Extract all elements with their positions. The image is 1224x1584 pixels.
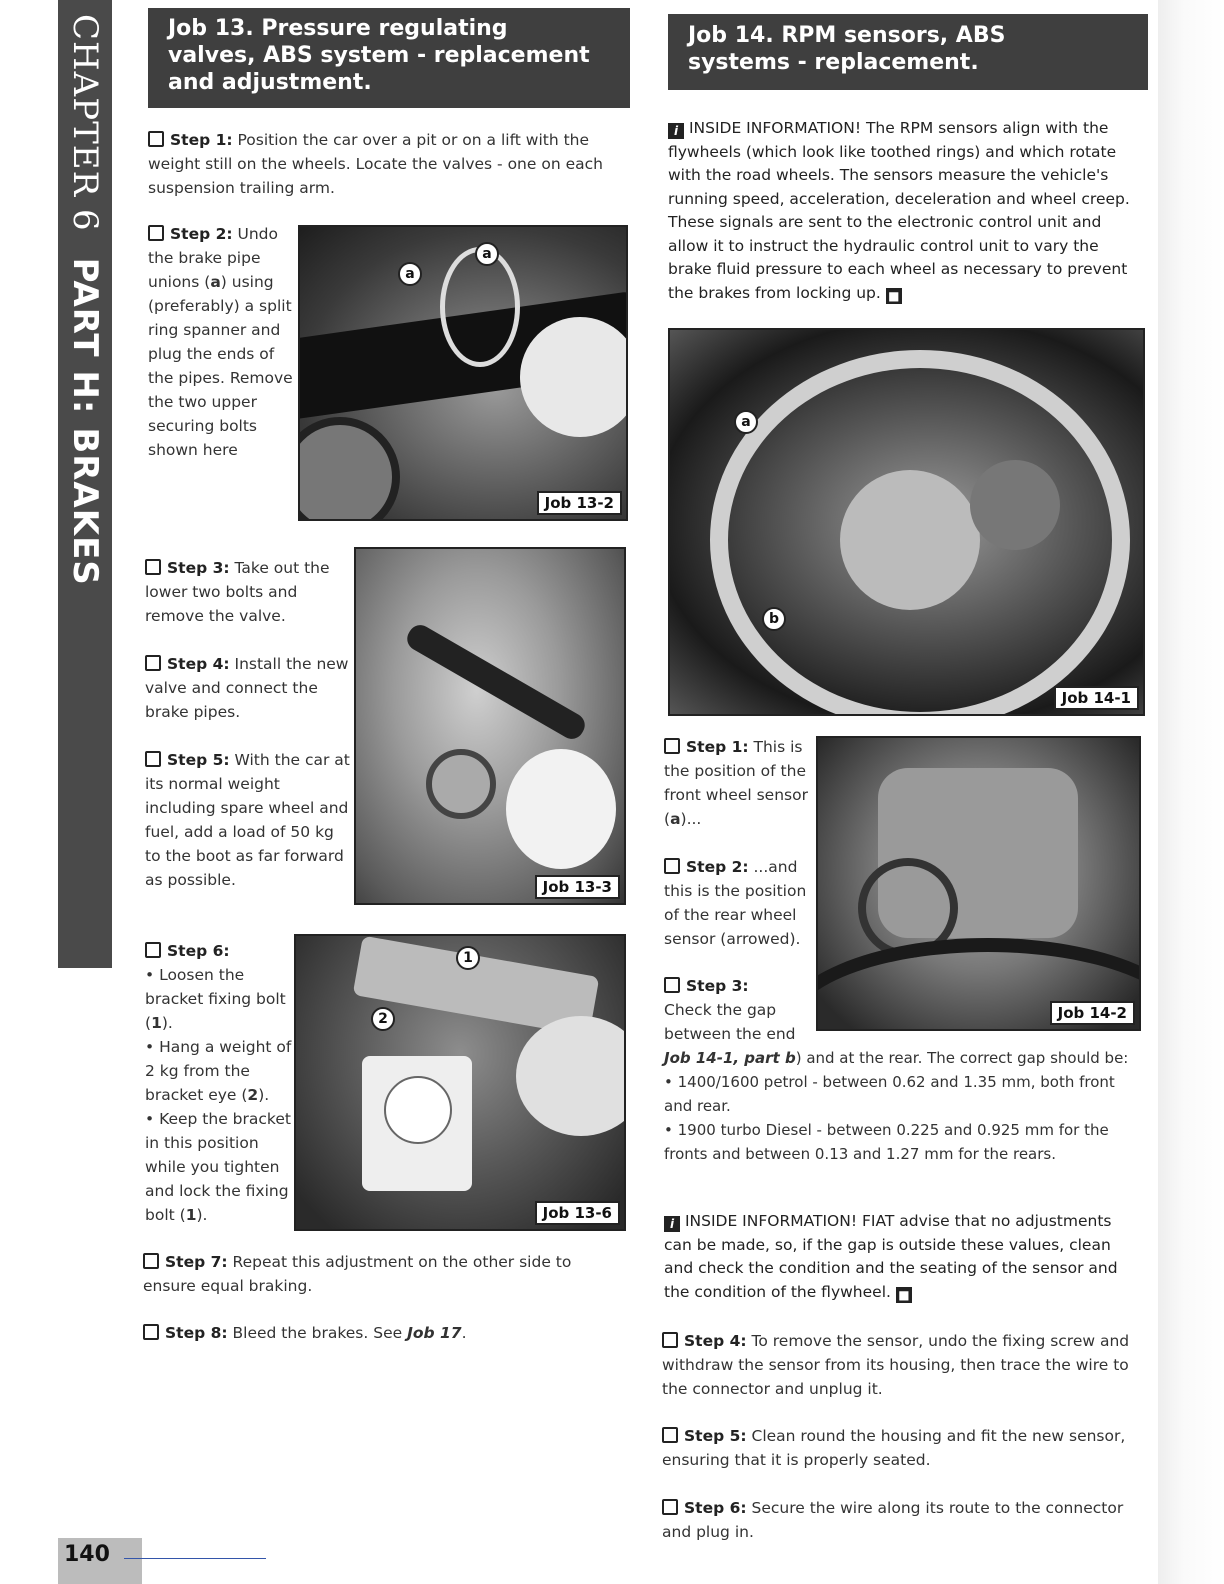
photo-job13-6 xyxy=(294,934,626,1231)
job14-step3-text-narrow xyxy=(664,998,814,1046)
checkbox-icon[interactable] xyxy=(662,1427,678,1443)
job14-step2 xyxy=(664,855,814,951)
photo-caption: Job 13-6 xyxy=(535,1201,620,1225)
checkbox-icon[interactable] xyxy=(662,1332,678,1348)
step-text: the pipes. Remove xyxy=(148,369,293,387)
callout-a: a xyxy=(475,242,499,266)
photo-caption: Job 14-2 xyxy=(1050,1001,1135,1025)
info-text: INSIDE INFORMATION! FIAT advise that no adjustments can be made, so, if the gap is outside these values, clean and check the condition and the seating of the sensor and the condition of the flywheel. xyxy=(664,1212,1118,1301)
sidebar-part: PART H: BRAKES xyxy=(65,257,105,586)
job13-step4 xyxy=(145,652,350,724)
step-text: Repeat this adjustment on the other side to ensure equal braking. xyxy=(143,1253,572,1295)
step-text: Bleed the brakes. See xyxy=(232,1324,408,1342)
step-bullet: • 1400/1600 petrol - between 0.62 and 1.35 mm, both front and rear. xyxy=(664,1073,1115,1115)
job14-step5 xyxy=(662,1424,1140,1472)
step-text: Secure the wire along its route to the connector and plug in. xyxy=(662,1499,1124,1541)
callout-a: a xyxy=(398,262,422,286)
photo-job13-3 xyxy=(354,547,626,905)
info-icon: i xyxy=(668,123,684,139)
photo-job13-2 xyxy=(298,225,628,521)
job13-step5 xyxy=(145,748,350,892)
step-bullet: • Hang a weight of 2 kg from the bracket eye (2). xyxy=(145,1038,292,1104)
photo-job14-1 xyxy=(668,328,1145,716)
sidebar-title xyxy=(58,0,112,968)
step-text-part: unions ( xyxy=(148,273,211,291)
job14-title-line1: Job 14. RPM sensors, ABS xyxy=(688,23,1006,48)
page-footer-rule xyxy=(124,1558,266,1559)
bullet-text: Hang a weight of 2 kg from the bracket eye ( xyxy=(145,1038,292,1104)
job14-step3-body xyxy=(664,1046,1139,1166)
inside-information-2 xyxy=(664,1210,1139,1304)
step-text: ...and this is the position of the rear wheel sensor (arrowed). xyxy=(664,858,807,948)
step-label: Step 6: xyxy=(167,942,230,960)
step-text: ring spanner and xyxy=(148,321,281,339)
job14-step3-head xyxy=(664,974,814,998)
checkbox-icon[interactable] xyxy=(145,751,161,767)
job13-step3 xyxy=(145,556,350,628)
step-text: Take out the lower two bolts and remove the valve. xyxy=(145,559,330,625)
checkbox-icon[interactable] xyxy=(143,1324,159,1340)
step-bullet: • Loosen the bracket fixing bolt (1). xyxy=(145,966,286,1032)
step-text-part: ) using xyxy=(220,273,274,291)
job14-step1 xyxy=(664,735,814,831)
job14-header xyxy=(668,14,1148,90)
checkbox-icon[interactable] xyxy=(662,1499,678,1515)
step-text: )... xyxy=(680,810,702,828)
job14-step6 xyxy=(662,1496,1140,1544)
job13-step6 xyxy=(145,939,293,1227)
bullet-ref: 2 xyxy=(247,1086,259,1104)
job14-title-line2: systems - replacement. xyxy=(688,50,979,75)
step-bullet: • Keep the bracket in this position while you tighten and lock the fixing bolt (1). xyxy=(145,1110,291,1224)
checkbox-icon[interactable] xyxy=(148,131,164,147)
callout-2: 2 xyxy=(371,1007,395,1031)
step-text: With the car at its normal weight including spare wheel and fuel, add a load of 50 kg to the boot as far forward as possible. xyxy=(145,751,350,889)
step-bullet: • 1900 turbo Diesel - between 0.225 and 0.925 mm for the fronts and between 0.13 and 1.27 mm for the rears. xyxy=(664,1121,1109,1163)
step-text: Clean round the housing and fit the new sensor, ensuring that it is properly seated. xyxy=(662,1427,1126,1469)
step-label: Step 1: xyxy=(686,738,749,756)
sidebar-chapter: CHAPTER 6 xyxy=(65,14,105,232)
inside-information-1 xyxy=(668,117,1143,305)
checkbox-icon[interactable] xyxy=(143,1253,159,1269)
bullet-text: 1400/1600 petrol - between 0.62 and 1.35 mm, both front and rear. xyxy=(664,1073,1115,1115)
photo-caption: Job 14-1 xyxy=(1054,686,1139,710)
step-label: Step 8: xyxy=(165,1324,228,1342)
step-label: Step 6: xyxy=(684,1499,747,1517)
bullet-text: 1900 turbo Diesel - between 0.225 and 0.925 mm for the fronts and between 0.13 and 1.27 mm for the rears. xyxy=(664,1121,1109,1163)
job13-step1 xyxy=(148,128,608,200)
step-label: Step 2: xyxy=(170,225,233,243)
step-label: Step 3: xyxy=(167,559,230,577)
step-label: Step 2: xyxy=(686,858,749,876)
bullet-ref: 1 xyxy=(151,1014,162,1032)
step-label: Step 5: xyxy=(167,751,230,769)
step-text: . xyxy=(461,1324,467,1342)
checkbox-icon[interactable] xyxy=(664,858,680,874)
bullet-text: Loosen the bracket fixing bolt ( xyxy=(145,966,286,1032)
step-ref: a xyxy=(670,810,681,828)
info-end-icon: ■ xyxy=(896,1287,912,1303)
step-text: This is the position of the front wheel sensor ( xyxy=(664,738,808,828)
job13-header xyxy=(148,8,630,108)
checkbox-icon[interactable] xyxy=(664,738,680,754)
page-edge-shadow xyxy=(1158,0,1224,1584)
step-label: Step 4: xyxy=(167,655,230,673)
info-text: INSIDE INFORMATION! The RPM sensors align with the flywheels (which look like toothed rings) and which rotate with the road wheels. The sensors measure the vehicle's running speed, acceleration, deceleration and wheel creep. These signals are sent to the electronic control unit and allow it to instruct the hydraulic control unit to vary the brake fluid pressure to each wheel as necessary to prevent the brakes from locking up. xyxy=(668,119,1130,302)
checkbox-icon[interactable] xyxy=(145,559,161,575)
info-icon: i xyxy=(664,1216,680,1232)
job13-step7 xyxy=(143,1250,613,1298)
job-ref-link[interactable]: Job 14-1, part b xyxy=(664,1049,796,1067)
step-text: Check the gap between the end xyxy=(664,1001,796,1043)
checkbox-icon[interactable] xyxy=(145,942,161,958)
photo-job14-2 xyxy=(816,736,1141,1031)
step-text: To remove the sensor, undo the fixing screw and withdraw the sensor from its housing, then trace the wire to the connector and unplug it. xyxy=(662,1332,1130,1398)
photo-caption: Job 13-3 xyxy=(535,875,620,899)
callout-1: 1 xyxy=(456,946,480,970)
step-text: plug the ends of xyxy=(148,345,275,363)
step-text: the brake pipe xyxy=(148,249,261,267)
bullet-text: ). xyxy=(258,1086,270,1104)
job13-step8 xyxy=(143,1321,613,1345)
checkbox-icon[interactable] xyxy=(664,977,680,993)
job13-step2 xyxy=(148,222,296,462)
info-end-icon: ■ xyxy=(886,288,902,304)
step-text xyxy=(664,1046,1139,1070)
step-ref: a xyxy=(210,273,221,291)
step-text: Undo xyxy=(237,225,278,243)
bullet-text: Keep the bracket in this position while you tighten and lock the fixing bolt ( xyxy=(145,1110,291,1224)
page-number: 140 xyxy=(64,1542,110,1567)
callout-b: b xyxy=(762,607,786,631)
job13-title-line3: and adjustment. xyxy=(168,70,372,95)
step-label: Step 1: xyxy=(170,131,233,149)
job13-title-line1: Job 13. Pressure regulating xyxy=(168,16,508,41)
step-text xyxy=(148,270,296,294)
step-text: Position the car over a pit or on a lift with the weight still on the wheels. Locate the valves - one on each suspension trailing arm. xyxy=(148,131,603,197)
step-text: shown here xyxy=(148,441,238,459)
step-text: securing bolts xyxy=(148,417,258,435)
step-text: (preferably) a split xyxy=(148,297,292,315)
step-label: Step 7: xyxy=(165,1253,228,1271)
bullet-text: ). xyxy=(196,1206,208,1224)
checkbox-icon[interactable] xyxy=(145,655,161,671)
step-label: Step 3: xyxy=(686,977,749,995)
job-ref-link[interactable]: Job 17 xyxy=(407,1324,462,1342)
checkbox-icon[interactable] xyxy=(148,225,164,241)
job13-title-line2: valves, ABS system - replacement xyxy=(168,43,590,68)
photo-caption: Job 13-2 xyxy=(537,491,622,515)
step-text: the two upper xyxy=(148,393,257,411)
step-label: Step 4: xyxy=(684,1332,747,1350)
bullet-text: ). xyxy=(161,1014,173,1032)
step-text: Install the new valve and connect the brake pipes. xyxy=(145,655,349,721)
step-text-part: ) and at the rear. The correct gap should be: xyxy=(795,1049,1129,1067)
bullet-ref: 1 xyxy=(185,1206,197,1224)
callout-a: a xyxy=(734,410,758,434)
job14-step4 xyxy=(662,1329,1140,1401)
step-label: Step 5: xyxy=(684,1427,747,1445)
